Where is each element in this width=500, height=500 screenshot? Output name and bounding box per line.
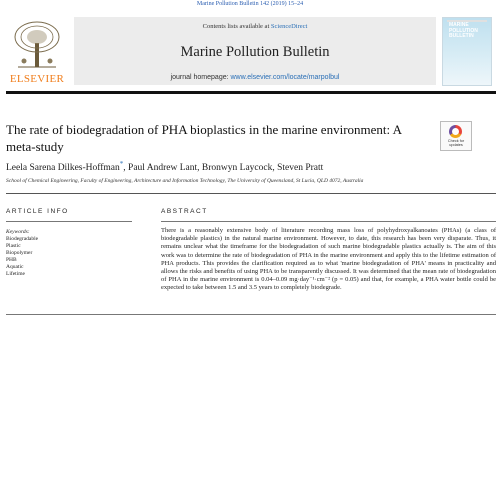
keyword-item: PHB (6, 257, 17, 263)
keyword-item: Biodegradable (6, 236, 39, 242)
journal-masthead (6, 15, 496, 85)
keyword-item: Aquatic (6, 264, 24, 270)
sciencedirect-link[interactable]: ScienceDirect (270, 23, 308, 30)
abstract-end-divider (6, 314, 496, 315)
cover-title: MARINE POLLUTION BULLETIN (449, 22, 478, 39)
publisher-logo (6, 17, 68, 85)
abstract-text: There is a reasonably extensive body of literature recording mass loss of polyhydroxyalkanoates (PHAs) (a class of biodegradable plastics) in the natural marine environment. However, to date, this research has been very disparate. Thus, it remains unclear what the timeframe for the biodegradation of such marine biodegradable plastics actually is. The aim of this work was to determine the rate of biodegradation of PHA in the marine environment and apply this to the lifetime estimation of PHA products. This provides the clarification required as to what 'marine biodegradation of PHA' means in practicality and allows the risks and benefits of using PHA to be transparently discussed. It was determined that the mean rate of biodegradation of PHA in the marine environment is 0.04–0.09 mg·day⁻¹·cm⁻² (p = 0.05) and that, for example, a PHA water bottle could be expected to take between 1.5 and 3.5 years to completely biodegrade. (161, 227, 496, 292)
author-first[interactable]: Leela Sarena Dilkes-Hoffman (6, 163, 120, 174)
check-for-updates-badge[interactable] (440, 121, 472, 151)
journal-title: Marine Pollution Bulletin (180, 44, 330, 60)
abstract-heading: ABSTRACT (161, 208, 208, 215)
contents-line (74, 23, 436, 30)
article-info-heading: ARTICLE INFO (6, 208, 69, 215)
keywords-list (6, 236, 146, 278)
crossmark-icon (449, 125, 462, 138)
homepage-prefix: journal homepage: (170, 74, 231, 81)
author-list (6, 160, 494, 173)
header-divider (6, 91, 496, 94)
journal-reference: Marine Pollution Bulletin 142 (2019) 15–24 (196, 1, 304, 7)
publisher-logo-text: ELSEVIER (9, 73, 65, 85)
affiliation-divider (6, 193, 496, 194)
article-title: The rate of biodegradation of PHA bioplastics in the marine environment: A meta-study (6, 122, 402, 154)
article-info-rule (6, 221, 132, 222)
author-affiliation: School of Chemical Engineering, Faculty of Engineering, Architecture and Information Technology, The University of Queensland, St Lucia, QLD 4072, Australia (6, 178, 364, 184)
homepage-line (74, 74, 436, 81)
contents-prefix: Contents lists available at (202, 23, 271, 30)
abstract-rule (161, 221, 496, 222)
elsevier-tree-icon (10, 19, 64, 71)
journal-cover-thumbnail[interactable] (442, 17, 492, 86)
corresponding-author-mark[interactable]: * (119, 160, 124, 168)
author-others: , Paul Andrew Lant, Bronwyn Laycock, Steven Pratt (123, 163, 324, 174)
homepage-link[interactable]: www.elsevier.com/locate/marpolbul (230, 74, 340, 81)
keyword-item: Lifetime (6, 271, 25, 277)
badge-label: Check for updates (447, 139, 465, 148)
keyword-item: Plastic (6, 243, 21, 249)
keyword-item: Biopolymer (6, 250, 33, 256)
keywords-label: Keywords: (6, 229, 30, 235)
journal-title-band (74, 17, 436, 85)
